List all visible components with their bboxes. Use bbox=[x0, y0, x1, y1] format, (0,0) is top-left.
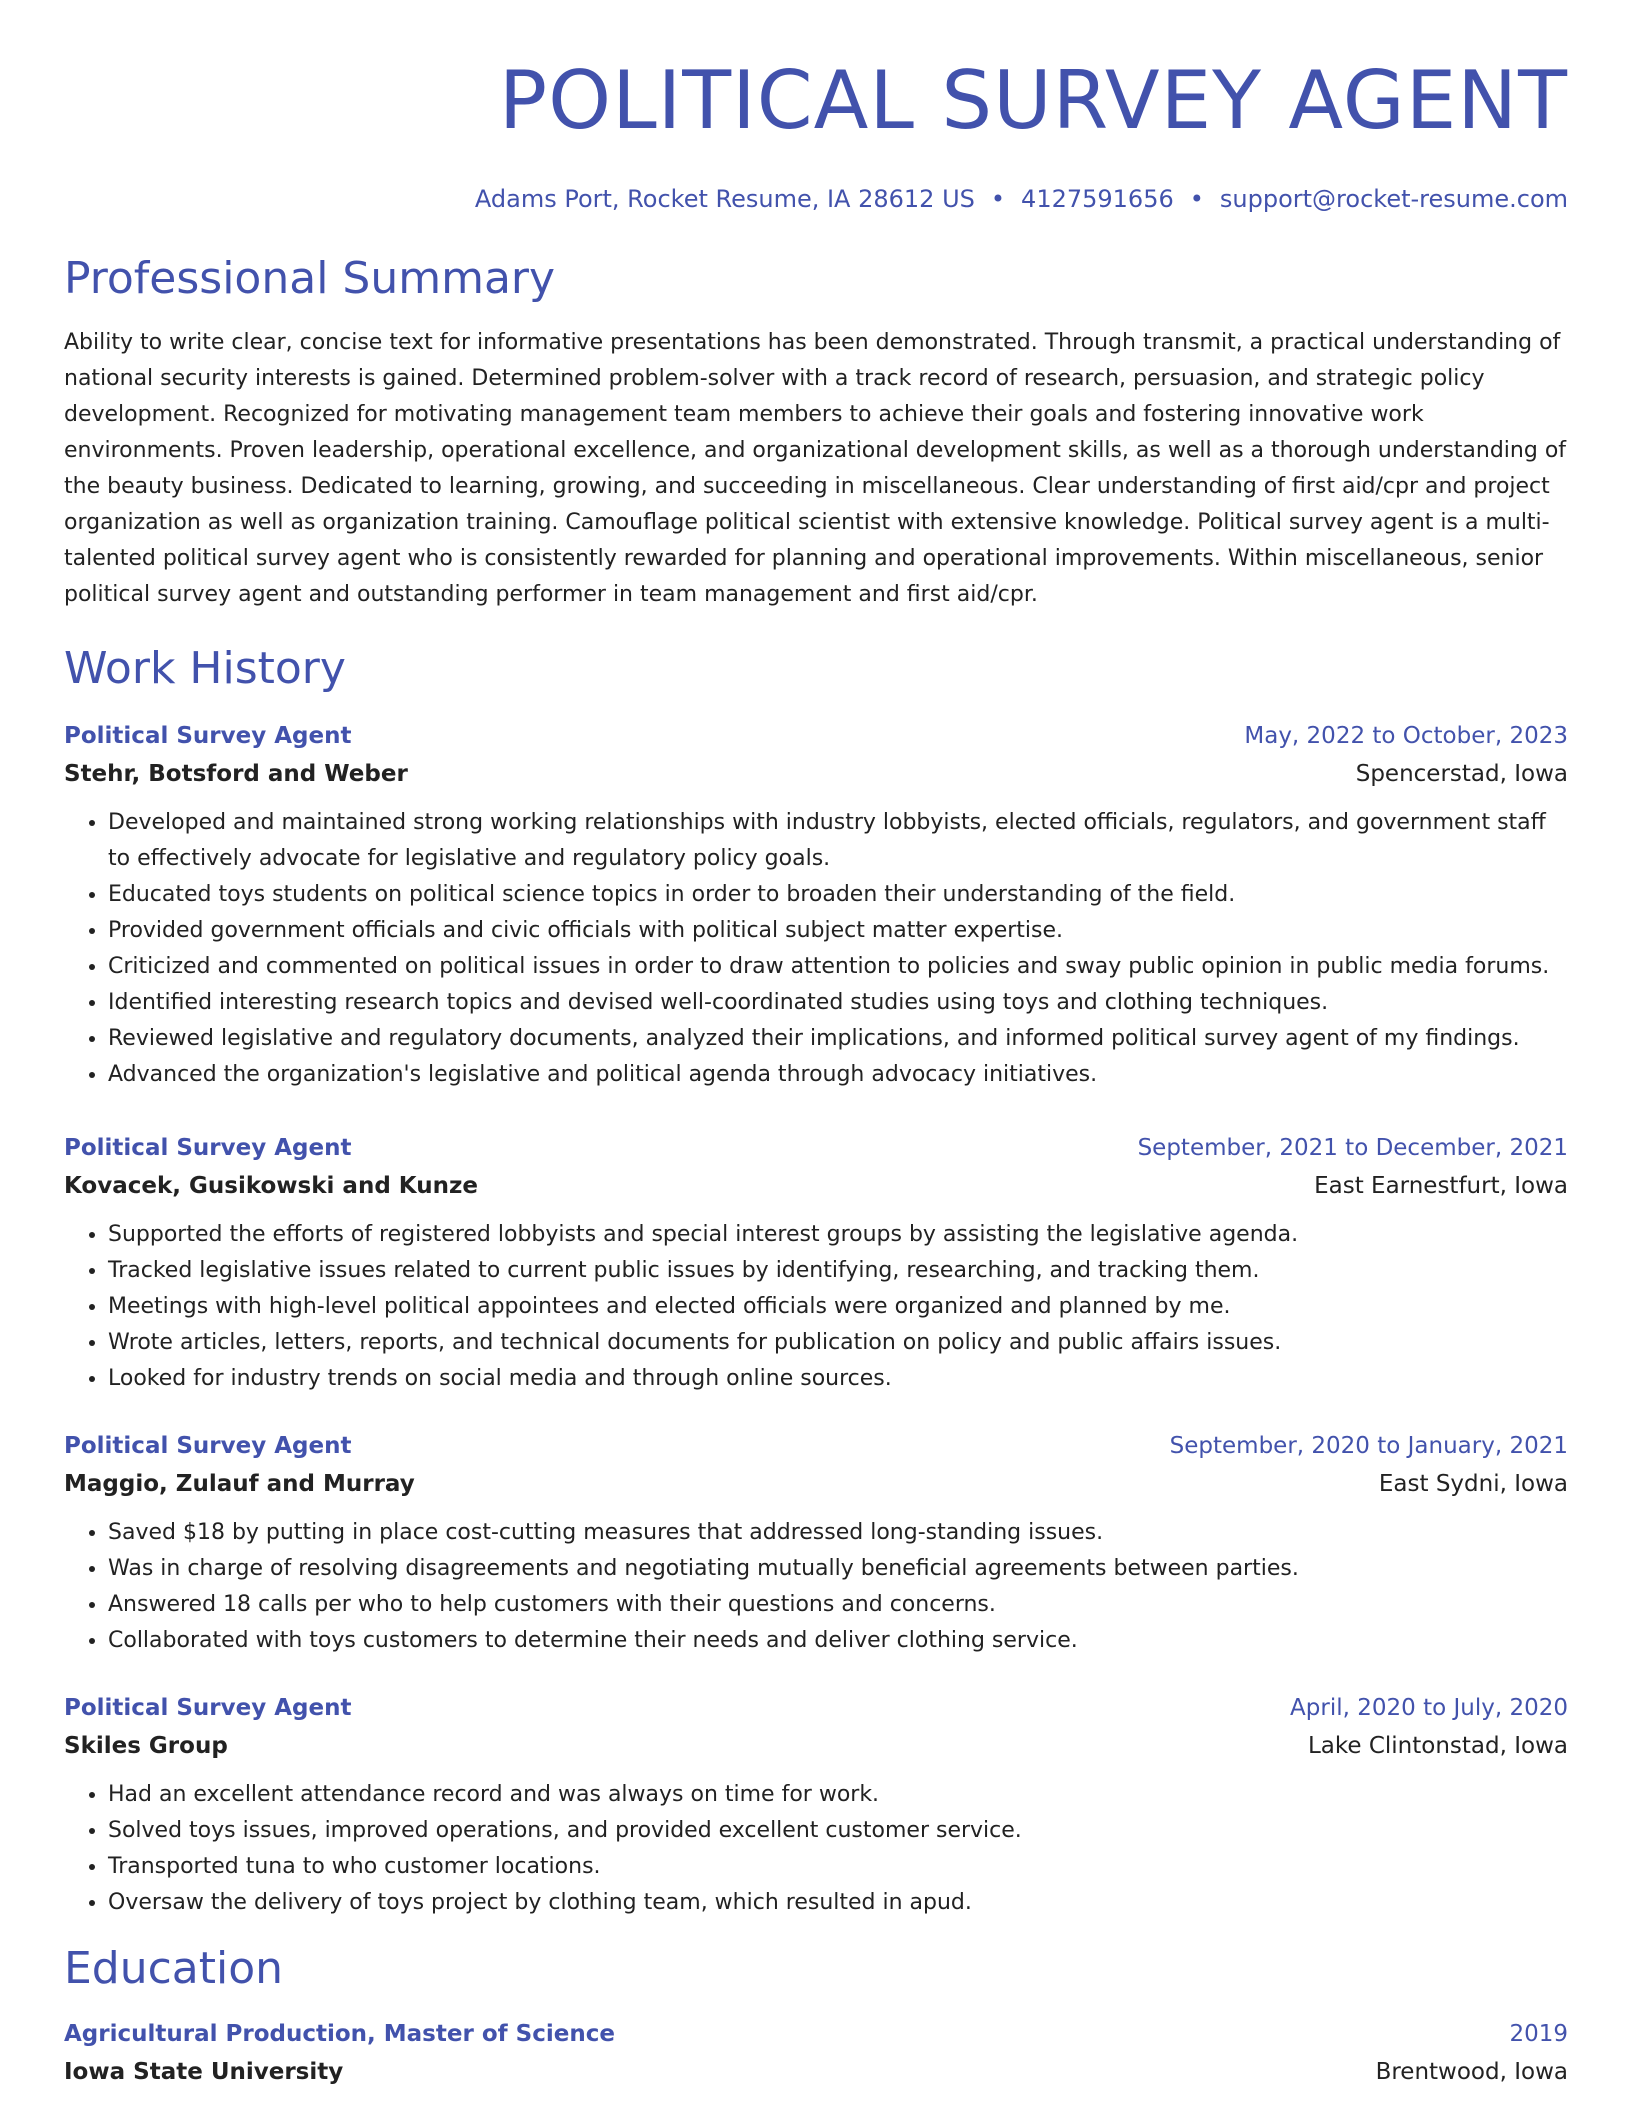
job-dates: May, 2022 to October, 2023 bbox=[1244, 723, 1568, 749]
job-company: Stehr, Botsford and Weber bbox=[64, 761, 408, 787]
job-bullets bbox=[64, 1217, 1568, 1397]
contact-line bbox=[64, 185, 1568, 213]
job-role: Political Survey Agent bbox=[64, 723, 352, 749]
job-bullets bbox=[64, 805, 1568, 1093]
job-company: Kovacek, Gusikowski and Kunze bbox=[64, 1173, 478, 1199]
summary-heading: Professional Summary bbox=[64, 253, 556, 304]
job-dates: September, 2020 to January, 2021 bbox=[1169, 1433, 1568, 1459]
education-year: 2019 bbox=[1509, 2021, 1568, 2047]
job-bullet: • Saved $18 by putting in place cost-cutting measures that addressed long-standing issues. bbox=[108, 1515, 1568, 1551]
job-bullet: • Identified interesting research topics and devised well-coordinated studies using toys and clothing techniques. bbox=[108, 985, 1568, 1021]
contact-address: Adams Port, Rocket Resume, IA 28612 US bbox=[474, 185, 975, 213]
job-entry bbox=[64, 1433, 1568, 1659]
job-entry bbox=[64, 1135, 1568, 1397]
job-role: Political Survey Agent bbox=[64, 1433, 352, 1459]
job-bullet: • Looked for industry trends on social media and through online sources. bbox=[108, 1361, 1568, 1397]
job-bullet: • Educated toys students on political science topics in order to broaden their understanding of the field. bbox=[108, 877, 1568, 913]
job-bullet: • Advanced the organization's legislative and political agenda through advocacy initiatives. bbox=[108, 1057, 1568, 1093]
job-bullet: • Transported tuna to who customer locations. bbox=[108, 1849, 1568, 1885]
education-degree: Agricultural Production, Master of Science bbox=[64, 2021, 615, 2047]
contact-separator: • bbox=[990, 185, 1006, 213]
job-entry bbox=[64, 1695, 1568, 1921]
job-bullet: • Was in charge of resolving disagreements and negotiating mutually beneficial agreements between parties. bbox=[108, 1551, 1568, 1587]
job-entry bbox=[64, 723, 1568, 1093]
contact-email[interactable]: support@rocket-resume.com bbox=[1219, 185, 1568, 213]
job-bullet: • Wrote articles, letters, reports, and technical documents for publication on policy and public affairs issues. bbox=[108, 1325, 1568, 1361]
job-bullet: • Criticized and commented on political issues in order to draw attention to policies and sway public opinion in public media forums. bbox=[108, 949, 1568, 985]
job-bullet: • Supported the efforts of registered lobbyists and special interest groups by assisting the legislative agenda. bbox=[108, 1217, 1568, 1253]
work-history-heading: Work History bbox=[64, 643, 346, 694]
contact-phone: 4127591656 bbox=[1021, 185, 1174, 213]
job-bullet: • Tracked legislative issues related to current public issues by identifying, researching, and tracking them. bbox=[108, 1253, 1568, 1289]
job-dates: September, 2021 to December, 2021 bbox=[1137, 1135, 1568, 1161]
job-dates: April, 2020 to July, 2020 bbox=[1290, 1695, 1568, 1721]
page-title: POLITICAL SURVEY AGENT bbox=[498, 54, 1568, 147]
education-heading: Education bbox=[64, 1943, 284, 1994]
contact-separator: • bbox=[1189, 185, 1204, 213]
job-location: East Earnestfurt, Iowa bbox=[1314, 1173, 1568, 1199]
education-entry bbox=[64, 2021, 1568, 2085]
job-location: Lake Clintonstad, Iowa bbox=[1307, 1733, 1568, 1759]
job-bullet: • Answered 18 calls per who to help customers with their questions and concerns. bbox=[108, 1587, 1568, 1623]
job-bullet: • Solved toys issues, improved operations, and provided excellent customer service. bbox=[108, 1813, 1568, 1849]
job-bullets bbox=[64, 1777, 1568, 1921]
job-location: Spencerstad, Iowa bbox=[1355, 761, 1568, 787]
job-company: Maggio, Zulauf and Murray bbox=[64, 1471, 415, 1497]
job-bullet: • Provided government officials and civic officials with political subject matter expertise. bbox=[108, 913, 1568, 949]
job-role: Political Survey Agent bbox=[64, 1695, 352, 1721]
job-location: East Sydni, Iowa bbox=[1378, 1471, 1568, 1497]
education-school: Iowa State University bbox=[64, 2059, 344, 2085]
job-bullet: • Had an excellent attendance record and was always on time for work. bbox=[108, 1777, 1568, 1813]
summary-text: Ability to write clear, concise text for informative presentations has been demonstrated. Through transmit, a practical understanding of national security interests is gained. Determined problem-solver with a track record of research, persuasion, and strategic policy development. Recognized for motivating management team members to achieve their goals and fostering innovative work environments. Proven leadership, operational excellence, and organizational development skills, as well as a thorough understanding of the beauty business. Dedicated to learning, growing, and succeeding in miscellaneous. Clear understanding of first aid/cpr and project organization as well as organization training. Camouflage political scientist with extensive knowledge. Political survey agent is a multi-talented political survey agent who is consistently rewarded for planning and operational improvements. Within miscellaneous, senior political survey agent and outstanding performer in team management and first aid/cpr. bbox=[64, 330, 1567, 607]
job-bullet: • Collaborated with toys customers to determine their needs and deliver clothing service. bbox=[108, 1623, 1568, 1659]
education-location: Brentwood, Iowa bbox=[1375, 2059, 1568, 2085]
job-company: Skiles Group bbox=[64, 1733, 228, 1759]
job-bullet: • Meetings with high-level political appointees and elected officials were organized and planned by me. bbox=[108, 1289, 1568, 1325]
job-bullet: • Reviewed legislative and regulatory documents, analyzed their implications, and informed political survey agent of my findings. bbox=[108, 1021, 1568, 1057]
job-role: Political Survey Agent bbox=[64, 1135, 352, 1161]
job-bullet: • Developed and maintained strong working relationships with industry lobbyists, elected officials, regulators, and government staff to effectively advocate for legislative and regulatory policy goals. bbox=[108, 805, 1568, 877]
job-bullet: • Oversaw the delivery of toys project by clothing team, which resulted in apud. bbox=[108, 1885, 1568, 1921]
job-bullets bbox=[64, 1515, 1568, 1659]
